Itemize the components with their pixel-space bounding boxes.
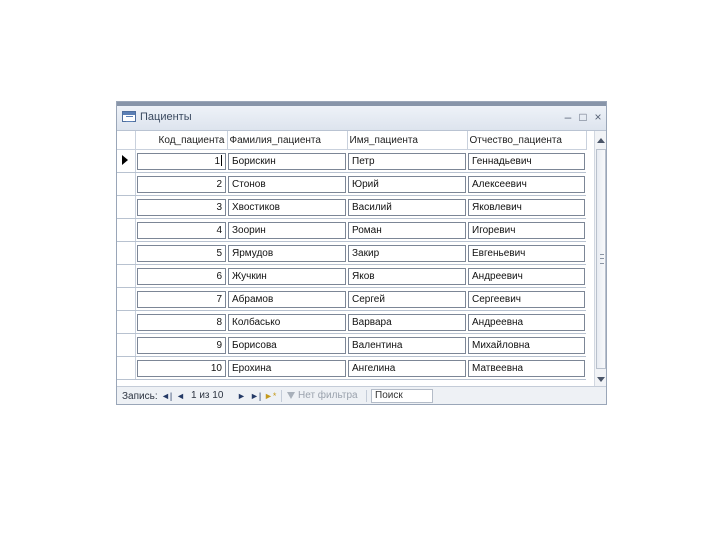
table-cell [227,196,347,219]
table-cell [227,173,347,196]
cell-text: Петр [352,155,375,167]
cell-last-name[interactable] [228,337,346,354]
previous-record-button[interactable]: ◄ [176,391,185,401]
cell-text: Матвеевна [472,362,524,374]
cell-patronymic[interactable] [468,176,585,193]
record-navigation-bar [117,386,606,405]
cell-patronymic[interactable] [468,291,585,308]
row-selector[interactable] [117,219,135,242]
column-header-last-name[interactable]: Фамилия_пациента [227,131,347,150]
cell-last-name[interactable] [228,360,346,377]
cell-first-name[interactable] [348,291,466,308]
cell-text: 5 [216,247,222,259]
table-cell [347,311,467,334]
cell-patient-id[interactable] [137,199,227,216]
text-cursor [221,155,222,166]
cell-patronymic[interactable] [468,337,585,354]
row-selector[interactable] [117,173,135,196]
table-cell [347,242,467,265]
cell-text: 10 [210,362,222,374]
nav-separator [366,390,367,402]
table-row[interactable] [117,334,586,357]
table-cell [227,265,347,288]
table-cell [135,219,227,242]
cell-text: Роман [352,224,382,236]
cell-first-name[interactable] [348,199,466,216]
row-selector[interactable] [117,150,135,173]
table-cell [135,265,227,288]
cell-text: Варвара [352,316,392,328]
table-cell [135,173,227,196]
row-selector[interactable] [117,334,135,357]
cell-patient-id[interactable] [137,176,227,193]
cell-text: Ерохина [232,362,272,374]
cell-text: Яков [352,270,375,282]
table-cell [467,242,586,265]
cell-text: Сергеевич [472,293,522,305]
cell-text: Михайловна [472,339,530,351]
column-header-first-name[interactable]: Имя_пациента [347,131,467,150]
cell-first-name[interactable] [348,360,466,377]
cell-patronymic[interactable] [468,222,585,239]
table-cell [467,196,586,219]
cell-text: Геннадьевич [472,155,532,167]
cell-patronymic[interactable] [468,153,585,170]
cell-first-name[interactable] [348,176,466,193]
cell-text: Валентина [352,339,403,351]
record-label: Запись: [122,391,158,402]
cell-text: Ангелина [352,362,396,374]
last-record-button[interactable]: ►| [250,391,262,401]
table-row[interactable] [117,173,586,196]
cell-text: 6 [216,270,222,282]
column-header-patient-id[interactable]: Код_пациента [135,131,227,150]
table-row[interactable] [117,265,586,288]
table-cell [135,150,227,173]
row-selector[interactable] [117,242,135,265]
cell-text: Сергей [352,293,385,305]
cell-last-name[interactable] [228,222,346,239]
cell-text: Борисова [232,339,277,351]
cell-text: Василий [352,201,392,213]
patients-table [117,131,587,380]
table-cell [347,173,467,196]
cell-text: Евгеньевич [472,247,526,259]
cell-text: 2 [216,178,222,190]
nav-separator [281,390,282,402]
cell-patient-id[interactable] [137,245,227,262]
table-cell [467,150,586,173]
cell-patient-id[interactable] [137,222,227,239]
cell-text: 9 [216,339,222,351]
table-cell [227,242,347,265]
search-input[interactable]: Поиск [371,389,433,403]
table-cell [135,288,227,311]
new-record-button[interactable]: ►* [264,391,277,401]
table-cell [467,288,586,311]
table-cell [135,311,227,334]
filter-label: Нет фильтра [298,390,358,401]
cell-text: 7 [216,293,222,305]
cell-text: Жучкин [232,270,267,282]
cell-text: Закир [352,247,380,259]
header-selector[interactable] [117,131,135,150]
cell-patient-id[interactable] [137,360,227,377]
table-icon [122,111,136,122]
first-record-button[interactable]: ◄| [161,391,173,401]
table-cell [347,196,467,219]
table-cell [347,265,467,288]
funnel-icon [287,392,295,399]
maximize-button[interactable]: □ [579,110,587,124]
table-cell [467,265,586,288]
cell-patronymic[interactable] [468,314,585,331]
table-cell [227,150,347,173]
table-cell [135,242,227,265]
scroll-grip-icon [600,254,604,264]
row-selector[interactable] [117,265,135,288]
cell-text: Зоорин [232,224,266,236]
title-bar[interactable] [117,106,606,131]
table-cell [467,357,586,380]
cell-patient-id[interactable] [137,153,227,170]
table-cell [227,288,347,311]
cell-text: 8 [216,316,222,328]
cell-last-name[interactable] [228,314,346,331]
table-cell [347,288,467,311]
table-cell [347,150,467,173]
datasheet-grid [117,131,594,386]
cell-first-name[interactable] [348,337,466,354]
current-row-pointer-icon [122,155,128,165]
minimize-button[interactable]: – [564,110,572,124]
table-cell [347,219,467,242]
next-record-button[interactable]: ► [237,391,246,401]
cell-patient-id[interactable] [137,337,227,354]
table-cell [135,357,227,380]
cell-last-name[interactable] [228,245,346,262]
table-row[interactable] [117,357,586,380]
table-cell [227,311,347,334]
cell-first-name[interactable] [348,245,466,262]
cell-patronymic[interactable] [468,360,585,377]
cell-text: Борискин [232,155,276,167]
window-title: Пациенты [140,111,192,123]
cell-patient-id[interactable] [137,268,227,285]
cell-text: Колбасько [232,316,281,328]
cell-text: Стонов [232,178,266,190]
cell-first-name[interactable] [348,314,466,331]
filter-toggle[interactable] [287,390,358,402]
cell-text: 3 [216,201,222,213]
close-button[interactable]: × [594,110,602,124]
table-row[interactable] [117,311,586,334]
cell-text: Андреевна [472,316,524,328]
cell-last-name[interactable] [228,199,346,216]
cell-last-name[interactable] [228,268,346,285]
cell-text: Андреевич [472,270,523,282]
cell-text: Яковлевич [472,201,522,213]
table-cell [227,334,347,357]
cell-last-name[interactable] [228,153,346,170]
cell-last-name[interactable] [228,176,346,193]
scroll-down-arrow-icon[interactable] [597,377,605,382]
table-cell [467,219,586,242]
table-cell [227,357,347,380]
table-row[interactable] [117,288,586,311]
cell-patient-id[interactable] [137,291,227,308]
scroll-up-arrow-icon[interactable] [597,138,605,143]
cell-first-name[interactable] [348,222,466,239]
cell-text: 1 [214,155,220,167]
table-row[interactable] [117,150,586,173]
table-header-row [117,131,586,150]
cell-last-name[interactable] [228,291,346,308]
cell-text: Алексеевич [472,178,527,190]
cell-text: Абрамов [232,293,274,305]
row-selector[interactable] [117,288,135,311]
patients-table-window [116,101,607,405]
table-cell [227,219,347,242]
row-selector[interactable] [117,311,135,334]
table-row[interactable] [117,219,586,242]
table-cell [135,334,227,357]
table-row[interactable] [117,196,586,219]
table-row[interactable] [117,242,586,265]
table-cell [467,311,586,334]
scrollbar-thumb[interactable] [596,149,606,369]
cell-patient-id[interactable] [137,314,227,331]
table-cell [135,196,227,219]
cell-text: Хвостиков [232,201,280,213]
cell-text: 4 [216,224,222,236]
row-selector[interactable] [117,357,135,380]
table-cell [467,173,586,196]
cell-first-name[interactable] [348,153,466,170]
row-selector[interactable] [117,196,135,219]
cell-text: Игоревич [472,224,516,236]
vertical-scrollbar[interactable] [594,131,607,386]
cell-first-name[interactable] [348,268,466,285]
cell-patronymic[interactable] [468,199,585,216]
column-header-patronymic[interactable]: Отчество_пациента [467,131,586,150]
table-cell [467,334,586,357]
cell-text: Юрий [352,178,379,190]
cell-patronymic[interactable] [468,268,585,285]
current-record-field[interactable]: 1 из 10 [191,390,224,401]
cell-patronymic[interactable] [468,245,585,262]
table-cell [347,334,467,357]
cell-text: Ярмудов [232,247,274,259]
table-cell [347,357,467,380]
